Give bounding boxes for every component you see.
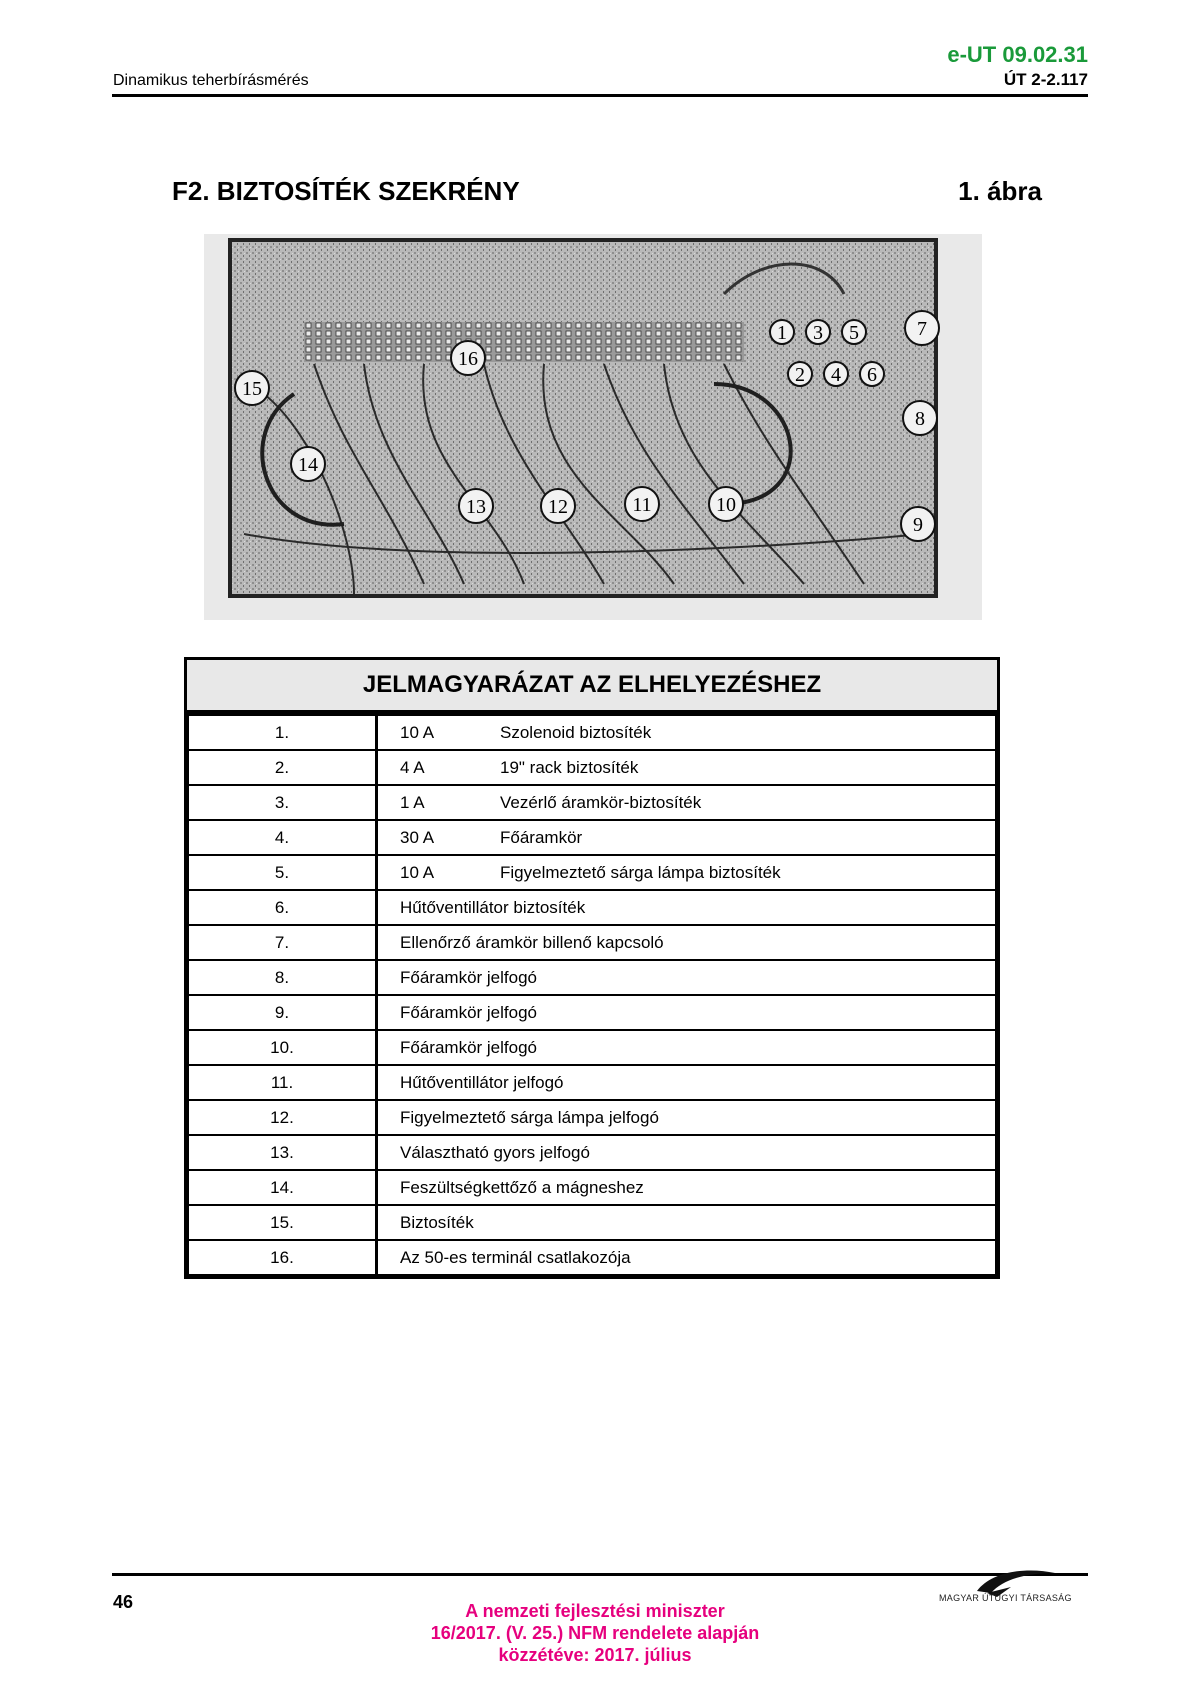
legend-row-number: 10. (188, 1030, 377, 1065)
legend-row-description: Biztosíték (400, 1212, 474, 1232)
figure-callout-label: 5 (849, 322, 859, 344)
figure-callout-label: 10 (716, 494, 736, 516)
legend-row-number: 14. (188, 1170, 377, 1205)
legend-row-number: 16. (188, 1240, 377, 1275)
legend-row-number: 15. (188, 1205, 377, 1240)
figure-callout-label: 12 (548, 496, 568, 518)
figure-callout-label: 9 (913, 514, 923, 536)
figure-label: 1. ábra (958, 176, 1042, 206)
legend-row-description: Hűtőventillátor biztosíték (400, 897, 586, 917)
legend-row-number: 13. (188, 1135, 377, 1170)
footer-note (400, 1600, 790, 1666)
legend-rows (188, 715, 996, 1276)
legend-row (188, 1170, 996, 1205)
footer-note-line: közzétéve: 2017. július (498, 1645, 692, 1665)
figure-callout-label: 13 (466, 496, 486, 518)
header-standard: ÚT 2-2.117 (1003, 70, 1088, 89)
legend-row-description-cell (377, 715, 997, 751)
legend-row (188, 1065, 996, 1100)
legend-row-amperage: 10 A (400, 722, 435, 742)
footer-note-line: A nemzeti fejlesztési miniszter (465, 1601, 725, 1621)
legend-row-description-cell (377, 1205, 997, 1240)
legend-row-amperage: 30 A (400, 827, 435, 847)
legend-row-description-cell (377, 960, 997, 995)
legend-row-description: Feszültségkettőző a mágneshez (400, 1177, 644, 1197)
legend-row-description: Főáramkör jelfogó (400, 967, 538, 987)
legend-row-number: 1. (188, 715, 377, 751)
figure-callout-label: 16 (458, 348, 478, 370)
legend-row-description: Figyelmeztető sárga lámpa jelfogó (400, 1107, 659, 1127)
legend-row-description: Választható gyors jelfogó (400, 1142, 590, 1162)
legend-row-description: Szolenoid biztosíték (500, 722, 652, 742)
legend-row-description-cell (377, 750, 997, 785)
legend-row-description: Főáramkör jelfogó (400, 1002, 538, 1022)
legend-row-description-cell (377, 855, 997, 890)
legend-row-description-cell (377, 925, 997, 960)
legend-row-description-cell (377, 785, 997, 820)
legend-row-description-cell (377, 1240, 997, 1275)
legend-row-description: Vezérlő áramkör-biztosíték (500, 792, 702, 812)
legend-row-number: 11. (188, 1065, 377, 1100)
legend-row (188, 1100, 996, 1135)
legend-row-number: 6. (188, 890, 377, 925)
legend-row-amperage: 1 A (400, 792, 425, 812)
legend-row (188, 925, 996, 960)
legend-row-description-cell (377, 820, 997, 855)
legend-row-number: 5. (188, 855, 377, 890)
legend-row (188, 1030, 996, 1065)
header-code: e-UT 09.02.31 (947, 42, 1088, 67)
figure-callout-label: 15 (242, 378, 262, 400)
figure-callout-label: 14 (298, 454, 318, 476)
legend-row (188, 960, 996, 995)
legend-row-number: 7. (188, 925, 377, 960)
header-document-title: Dinamikus teherbírásmérés (113, 72, 309, 89)
figure-callout-label: 8 (915, 408, 925, 430)
legend-row-description-cell (377, 1135, 997, 1170)
legend-row-description-cell (377, 1030, 997, 1065)
figure-callout-label: 4 (831, 364, 841, 386)
legend-row-number: 3. (188, 785, 377, 820)
figure-callout-label: 3 (813, 322, 823, 344)
legend-row (188, 1205, 996, 1240)
legend-row (188, 1135, 996, 1170)
legend-row-number: 9. (188, 995, 377, 1030)
legend-row (188, 1240, 996, 1275)
legend-row (188, 785, 996, 820)
legend-row-description: Az 50-es terminál csatlakozója (400, 1247, 631, 1267)
legend-row (188, 890, 996, 925)
legend-title: JELMAGYARÁZAT AZ ELHELYEZÉSHEZ (187, 660, 997, 713)
legend-row-number: 2. (188, 750, 377, 785)
legend-row-description: Főáramkör (500, 827, 583, 847)
legend-row (188, 750, 996, 785)
legend-row-number: 12. (188, 1100, 377, 1135)
legend-row-description: Ellenőrző áramkör billenő kapcsoló (400, 932, 664, 952)
page-number: 46 (113, 1592, 134, 1612)
legend-row (188, 855, 996, 890)
figure-callout-label: 11 (632, 494, 652, 516)
legend-row-description-cell (377, 995, 997, 1030)
legend-row (188, 995, 996, 1030)
legend-row-description: Figyelmeztető sárga lámpa biztosíték (500, 862, 781, 882)
legend-row (188, 820, 996, 855)
legend-row-description: Főáramkör jelfogó (400, 1037, 538, 1057)
legend-row-description-cell (377, 1100, 997, 1135)
legend-row (188, 715, 996, 751)
legend-row-amperage: 4 A (400, 757, 425, 777)
fuse-box-photo (204, 234, 982, 620)
legend-table (184, 657, 1000, 1279)
legend-row-description-cell (377, 1065, 997, 1100)
legend-row-description: Hűtőventillátor jelfogó (400, 1072, 564, 1092)
legend-row-amperage: 10 A (400, 862, 435, 882)
footer-note-line: 16/2017. (V. 25.) NFM rendelete alapján (430, 1623, 760, 1643)
logo-text: MAGYAR ÚTÜGYI TÁRSASÁG (939, 1593, 1072, 1603)
figure-callout-label: 1 (777, 322, 787, 344)
figure-callout-label: 6 (867, 364, 877, 386)
legend-row-description-cell (377, 890, 997, 925)
figure-callout-label: 2 (795, 364, 805, 386)
legend-row-number: 8. (188, 960, 377, 995)
header-rule (112, 94, 1088, 97)
legend-row-number: 4. (188, 820, 377, 855)
legend-row-description: 19" rack biztosíték (500, 757, 639, 777)
section-title: F2. BIZTOSÍTÉK SZEKRÉNY (172, 176, 520, 206)
legend-row-description-cell (377, 1170, 997, 1205)
figure-callout-label: 7 (917, 318, 927, 340)
society-logo (937, 1565, 1089, 1615)
